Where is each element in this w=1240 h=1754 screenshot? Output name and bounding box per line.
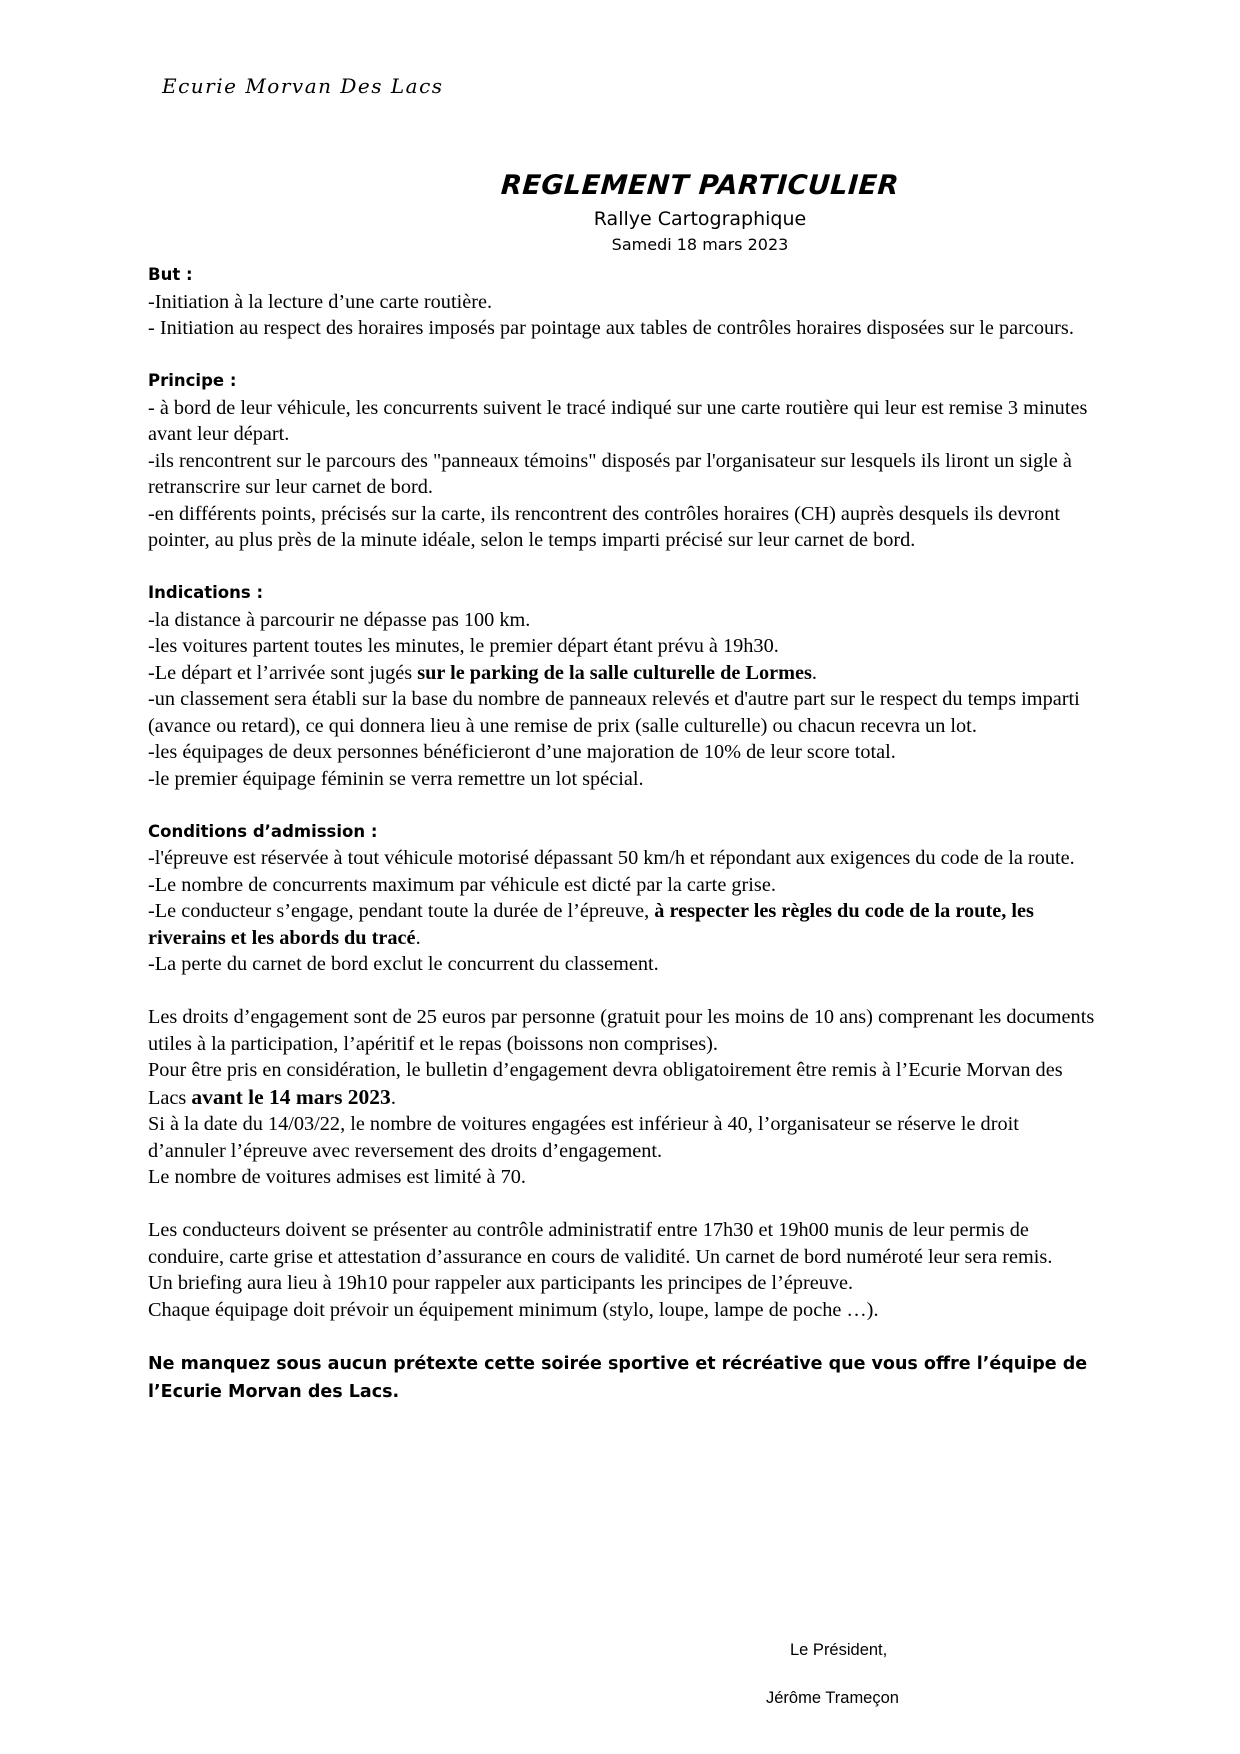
paragraph: Si à la date du 14/03/22, le nombre de voitures engagées est inférieur à 40, l’organisateur se réserve le droit d’annuler l’épreuve avec reversement des droits d’engagement. <box>148 1113 1019 1162</box>
document-body <box>148 262 1098 1406</box>
emphasis-text: à respecter les règles du code de la route, les riverains et les abords du tracé <box>148 900 1034 949</box>
paragraph: -Le nombre de concurrents maximum par véhicule est dicté par la carte grise. <box>148 873 776 896</box>
text-run: . <box>811 661 817 684</box>
paragraph: -en différents points, précisés sur la carte, ils rencontrent des contrôles horaires (CH) auprès desquels ils devront pointer, au plus près de la minute idéale, selon le temps imparti précisé sur leur carnet de bord. <box>148 502 1061 551</box>
section-conducteurs <box>148 1217 1098 1323</box>
paragraph: -ils rencontrent sur le parcours des "panneaux témoins" disposés par l'organisateur sur lesquels ils liront un sigle à retranscrire sur leur carnet de bord. <box>148 449 1072 498</box>
section-principe <box>148 368 1098 554</box>
text-run: . <box>390 1086 396 1109</box>
closing-statement: Ne manquez sous aucun prétexte cette soirée sportive et récréative que vous offre l’équipe de l’Ecurie Morvan des Lacs. <box>148 1353 1088 1402</box>
paragraph: Chaque équipage doit prévoir un équipement minimum (stylo, loupe, lampe de poche …). <box>148 1298 879 1321</box>
deadline-text: avant le 14 mars 2023 <box>191 1084 391 1109</box>
paragraph: -les équipages de deux personnes bénéficieront d’une majoration de 10% de leur score total. <box>148 741 896 763</box>
paragraph: - à bord de leur véhicule, les concurrents suivent le tracé indiqué sur une carte routière qui leur est remise 3 minutes avant leur départ. <box>148 396 1088 445</box>
paragraph: -le premier équipage féminin se verra remettre un lot spécial. <box>148 767 644 790</box>
section-indications <box>148 580 1098 792</box>
text-run: -Le conducteur s’engage, pendant toute la durée de l’épreuve, <box>148 900 655 922</box>
paragraph: -un classement sera établi sur la base du nombre de panneaux relevés et d'autre part sur le respect du temps imparti (avance ou retard), ce qui donnera lieu à une remise de prix (salle culturelle) ou chacun recevra un lot. <box>148 688 1080 737</box>
document-title: REGLEMENT PARTICULIER <box>500 170 900 201</box>
paragraph: -La perte du carnet de bord exclut le concurrent du classement. <box>148 953 659 975</box>
text-run: -Le départ et l’arrivée sont jugés <box>148 661 418 684</box>
event-date: Samedi 18 mars 2023 <box>611 235 789 254</box>
signature-name: Jérôme Trameçon <box>766 1689 899 1707</box>
club-name: Ecurie Morvan Des Lacs <box>162 74 444 98</box>
section-heading: But : <box>148 265 193 284</box>
section-heading: Conditions d’admission : <box>148 821 378 841</box>
paragraph: Les droits d’engagement sont de 25 euros par personne (gratuit pour les moins de 10 ans) comprenant les documents utiles à la participation, l’apéritif et le repas (boissons non comprises). <box>148 1006 1095 1055</box>
section-heading: Principe : <box>148 371 237 390</box>
document-subtitle: Rallye Cartographique <box>593 208 807 230</box>
signature-role: Le Président, <box>790 1641 888 1659</box>
paragraph: -la distance à parcourir ne dépasse pas 100 km. <box>148 608 531 631</box>
paragraph: - Initiation au respect des horaires imposés par pointage aux tables de contrôles horaires disposées sur le parcours. <box>148 317 1074 339</box>
section-admission <box>148 819 1098 978</box>
text-run: . <box>415 926 421 949</box>
paragraph <box>148 660 1098 687</box>
text-run: Pour être pris en considération, le bulletin d’engagement devra obligatoirement être remis à l’Ecurie Morvan des Lacs <box>148 1059 1063 1109</box>
emphasis-text: sur le parking de la salle culturelle de Lormes <box>417 661 812 684</box>
paragraph: -Initiation à la lecture d’une carte routière. <box>148 290 493 313</box>
section-heading: Indications : <box>148 583 264 602</box>
paragraph: Un briefing aura lieu à 19h10 pour rappeler aux participants les principes de l’épreuve. <box>148 1272 854 1294</box>
section-droits <box>148 1004 1098 1191</box>
paragraph: -l'épreuve est réservée à tout véhicule motorisé dépassant 50 km/h et répondant aux exigences du code de la route. <box>148 847 1075 869</box>
paragraph <box>148 898 1098 951</box>
paragraph: Les conducteurs doivent se présenter au contrôle administratif entre 17h30 et 19h00 munis de leur permis de conduire, carte grise et attestation d’assurance en cours de validité. Un carnet de bord numéroté leur sera remis. <box>148 1219 1053 1268</box>
paragraph: Le nombre de voitures admises est limité à 70. <box>148 1166 526 1188</box>
section-but <box>148 262 1098 342</box>
paragraph: -les voitures partent toutes les minutes, le premier départ étant prévu à 19h30. <box>148 635 779 657</box>
paragraph <box>148 1057 1098 1111</box>
